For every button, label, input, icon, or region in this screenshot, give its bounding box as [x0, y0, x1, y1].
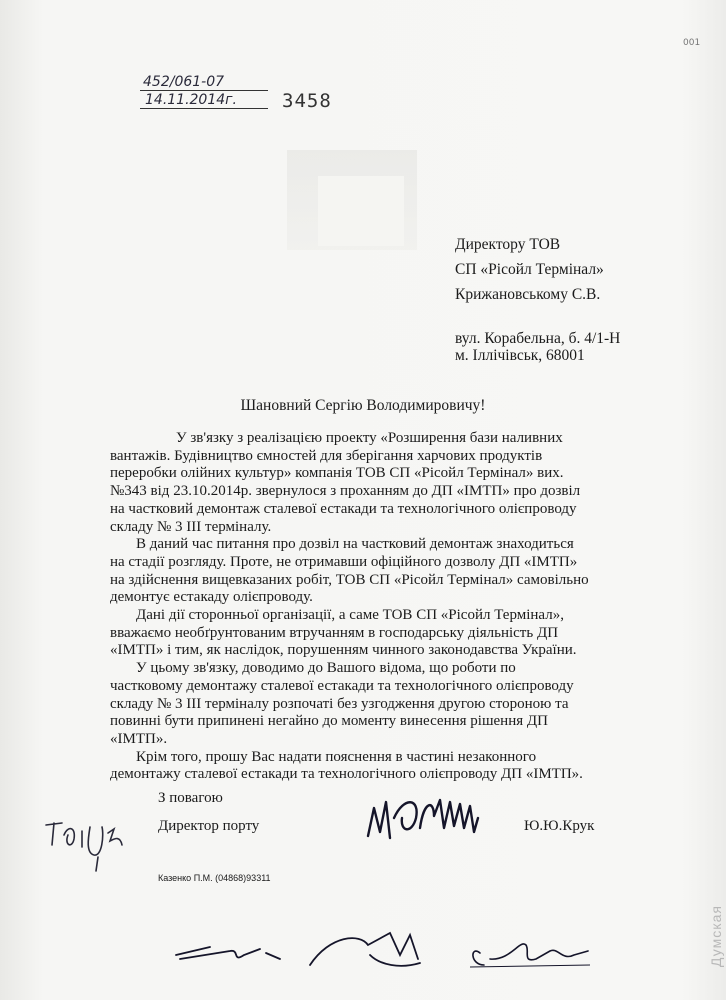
registration-date: 14.11.2014г. [145, 92, 237, 108]
paragraph-5: Крім того, прошу Вас надати пояснення в частині незаконного демонтажу сталевої естакади та технологічного олієпроводу ДП «ІМТП». [110, 748, 583, 783]
greeting: Шановний Сергію Володимировичу! [240, 397, 486, 414]
letter-body [110, 430, 590, 784]
registration-number: 452/061-07 [143, 74, 225, 90]
recipient-line-2: СП «Рісойл Термінал» [455, 261, 604, 278]
margin-handwritten-note [42, 805, 142, 875]
registration-date-underline [140, 108, 268, 109]
paragraph-4: У цьому зв'язку, доводимо до Вашого відома, що роботи по частковому демонтажу сталевої естакади та технологічного олієпроводу складу № 3 ІІІ терміналу розпочаті без узгодження другою стороною та повинні бути припинені негайно до моменту винесення рішення ДП «ІМТП». [110, 660, 574, 747]
incoming-number-stamp: 3458 [282, 90, 332, 112]
registration-underline [140, 90, 268, 91]
signatory-name: Ю.Ю.Крук [524, 818, 595, 834]
paragraph-1: У зв'язку з реалізацією проекту «Розширення бази наливних вантажів. Будівництво ємностей для зберігання харчових продуктів переробки олійних культур» компанія ТОВ СП «Рісойл Термінал» вих. №343 від 23.10.2014р. звернулося з проханням до ДП «ІМТП» про дозвіл на частковий демонтаж сталевої естакади та технологічного олієпроводу складу № 3 ІІІ терміналу. [110, 430, 581, 535]
approval-signatures [170, 925, 620, 975]
closing-regards: З повагою [158, 790, 223, 806]
recipient-street: вул. Корабельна, б. 4/1-Н [455, 330, 621, 347]
recipient-city: м. Іллічівськ, 68001 [455, 347, 585, 364]
director-signature [360, 788, 500, 848]
paragraph-2: В даний час питання про дозвіл на частковий демонтаж знаходиться на стадії розгляду. Проте, не отримавши офіційного дозволу ДП «ІМТП» на здійснення вищевказаних робіт, ТОВ СП «Рісойл Термінал» самовільно демонтує естакаду олієпроводу. [110, 536, 589, 606]
paragraph-3: Дані дії сторонньої організації, а саме ТОВ СП «Рісойл Термінал», вважаємо необґрунтованим втручанням в господарську діяльність ДП «ІМТП» і тим, як наслідок, порушенням чинного законодавства України. [110, 607, 577, 659]
faded-stamp-inner [318, 176, 404, 246]
recipient-line-3: Крижановському С.В. [455, 286, 601, 303]
closing-position: Директор порту [158, 818, 260, 834]
corner-note: 001 [683, 38, 701, 48]
recipient-line-1: Директору ТОВ [455, 236, 561, 253]
watermark: Думская [708, 905, 724, 968]
executor-info: Казенко П.М. (04868)93311 [158, 873, 271, 883]
